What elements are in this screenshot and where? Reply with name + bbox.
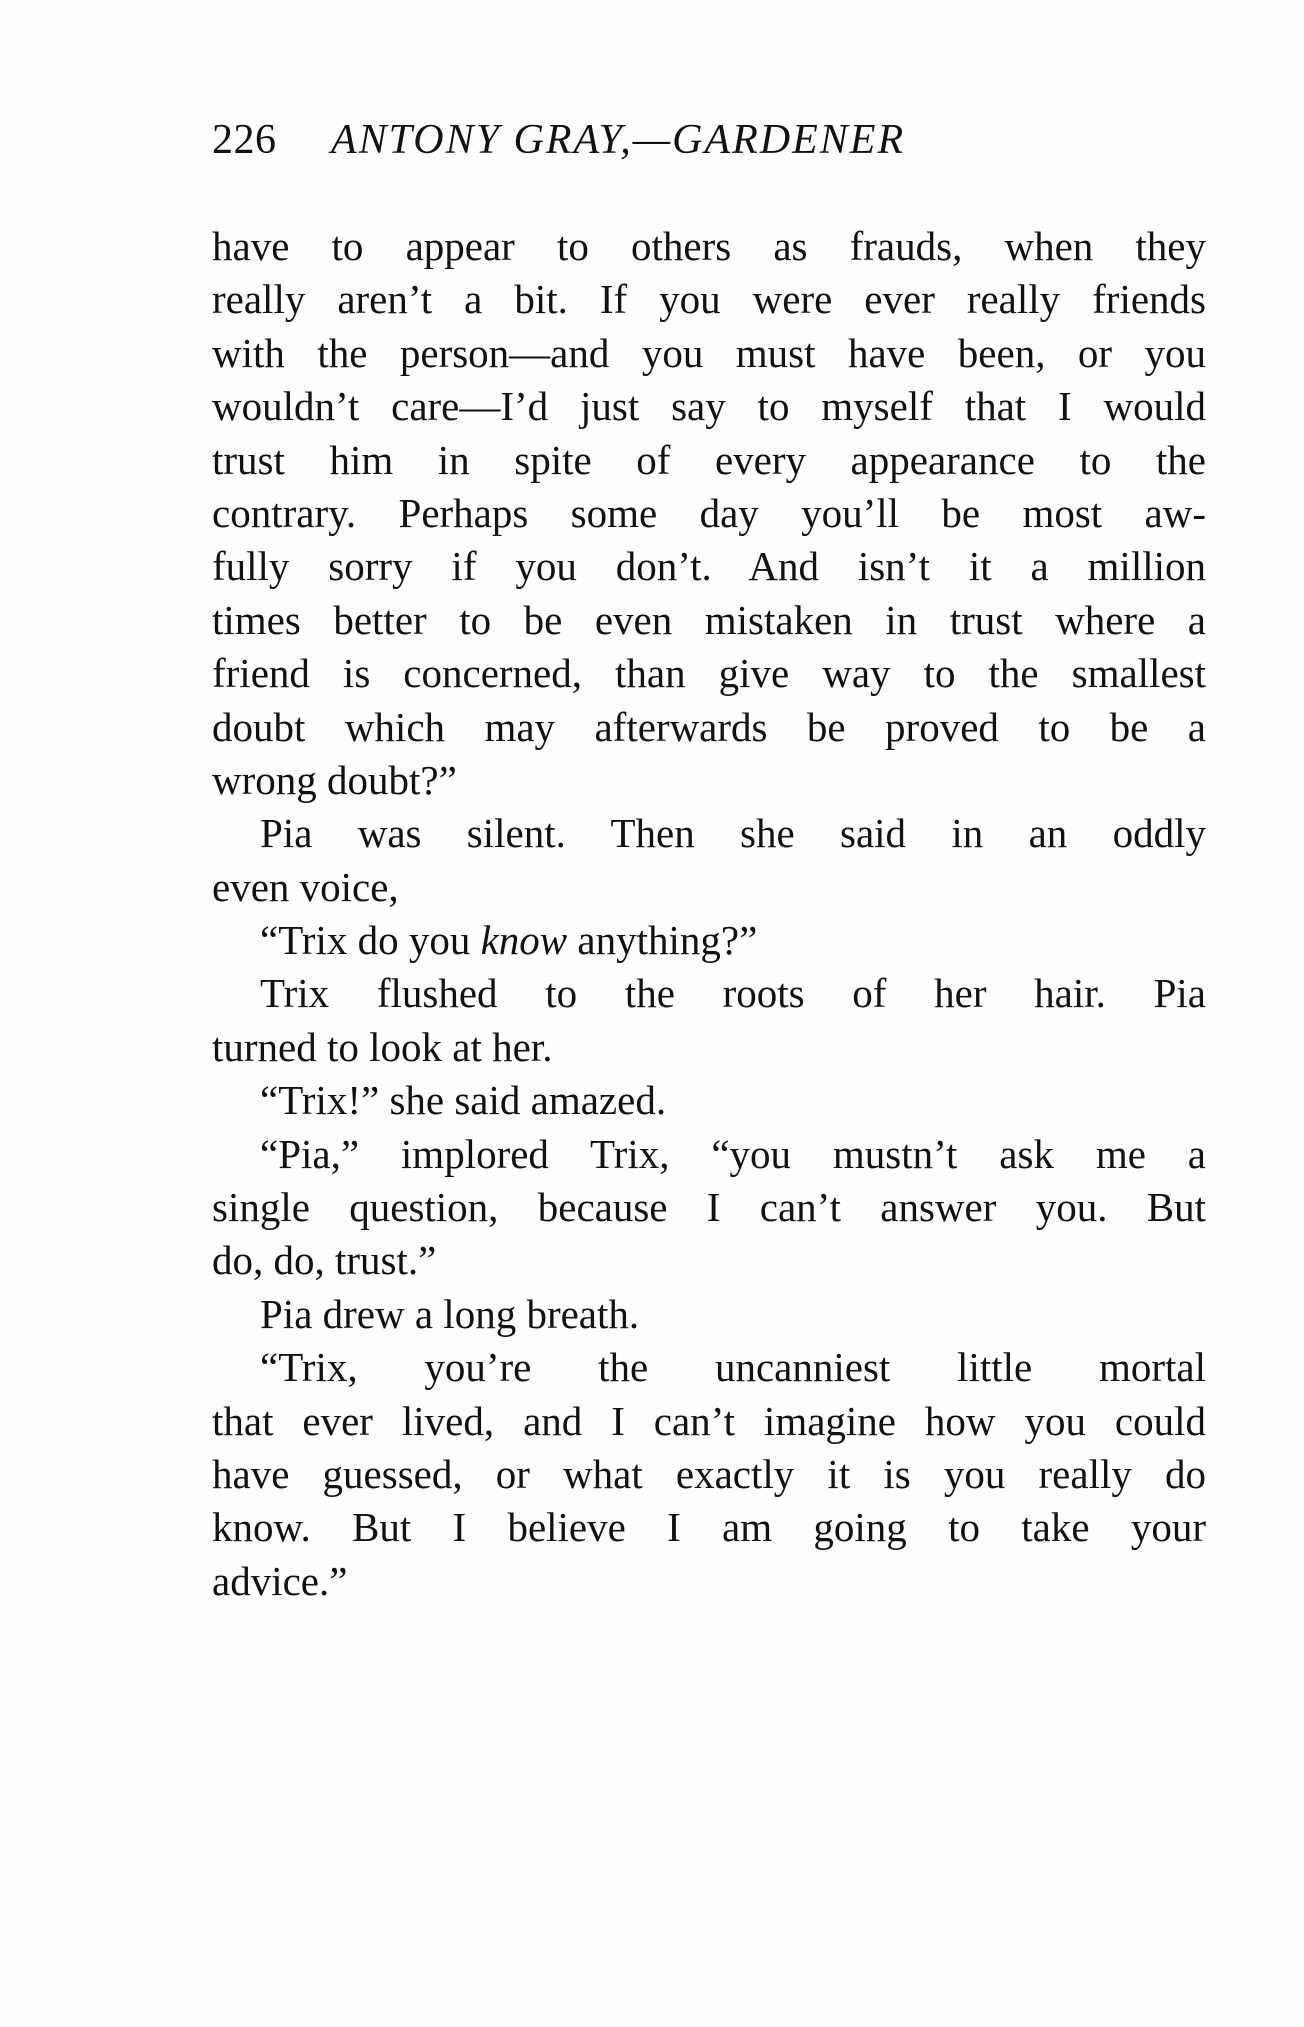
text-line: know. But I believe I am going to take your: [212, 1504, 1206, 1551]
paragraph-start: [212, 914, 1206, 967]
text-line: do, do, trust.”: [212, 1237, 437, 1284]
paragraph-start: “Trix!” she said amazed.: [260, 1077, 667, 1124]
text-line: have to appear to others as frauds, when they: [212, 223, 1206, 269]
text-line: that ever lived, and I can’t imagine how you could: [212, 1397, 1206, 1444]
body-text: [212, 220, 1206, 1608]
paragraph-start: Pia drew a long breath.: [260, 1290, 640, 1337]
text-line: really aren’t a bit. If you were ever really friends: [212, 276, 1206, 323]
paragraph-start: “Trix, you’re the uncanniest little mortal: [260, 1344, 1206, 1391]
page-header: [212, 112, 1212, 168]
paragraph-start: Pia was silent. Then she said in an oddly: [260, 810, 1206, 857]
paragraph-start: “Pia,” implored Trix, “you mustn’t ask me a: [260, 1130, 1206, 1177]
paragraph-start: Trix flushed to the roots of her hair. Pia: [260, 970, 1206, 1017]
emphasized-word: know: [480, 917, 568, 964]
text-line: contrary. Perhaps some day you’ll be most aw-: [212, 489, 1206, 536]
text-line: fully sorry if you don’t. And isn’t it a million: [212, 543, 1206, 590]
page-number: 226: [212, 117, 277, 163]
text-line: friend is concerned, than give way to the smallest: [212, 650, 1206, 697]
text-run: “Trix do you: [260, 917, 481, 964]
running-title: ANTONY GRAY,—GARDENER: [331, 117, 906, 163]
text-line: turned to look at her.: [212, 1023, 553, 1070]
text-line: have guessed, or what exactly it is you really do: [212, 1450, 1206, 1497]
text-line: trust him in spite of every appearance to the: [212, 436, 1206, 483]
text-line: single question, because I can’t answer you. But: [212, 1184, 1206, 1231]
text-line: even voice,: [212, 863, 399, 910]
text-line: wrong doubt?”: [212, 756, 457, 803]
text-run: anything?”: [567, 917, 758, 964]
text-line: with the person—and you must have been, or you: [212, 329, 1206, 376]
text-line: doubt which may afterwards be proved to be a: [212, 703, 1206, 750]
text-line: advice.”: [212, 1557, 348, 1604]
text-line: wouldn’t care—I’d just say to myself that I would: [212, 383, 1206, 430]
text-line: times better to be even mistaken in trust where a: [212, 596, 1206, 643]
